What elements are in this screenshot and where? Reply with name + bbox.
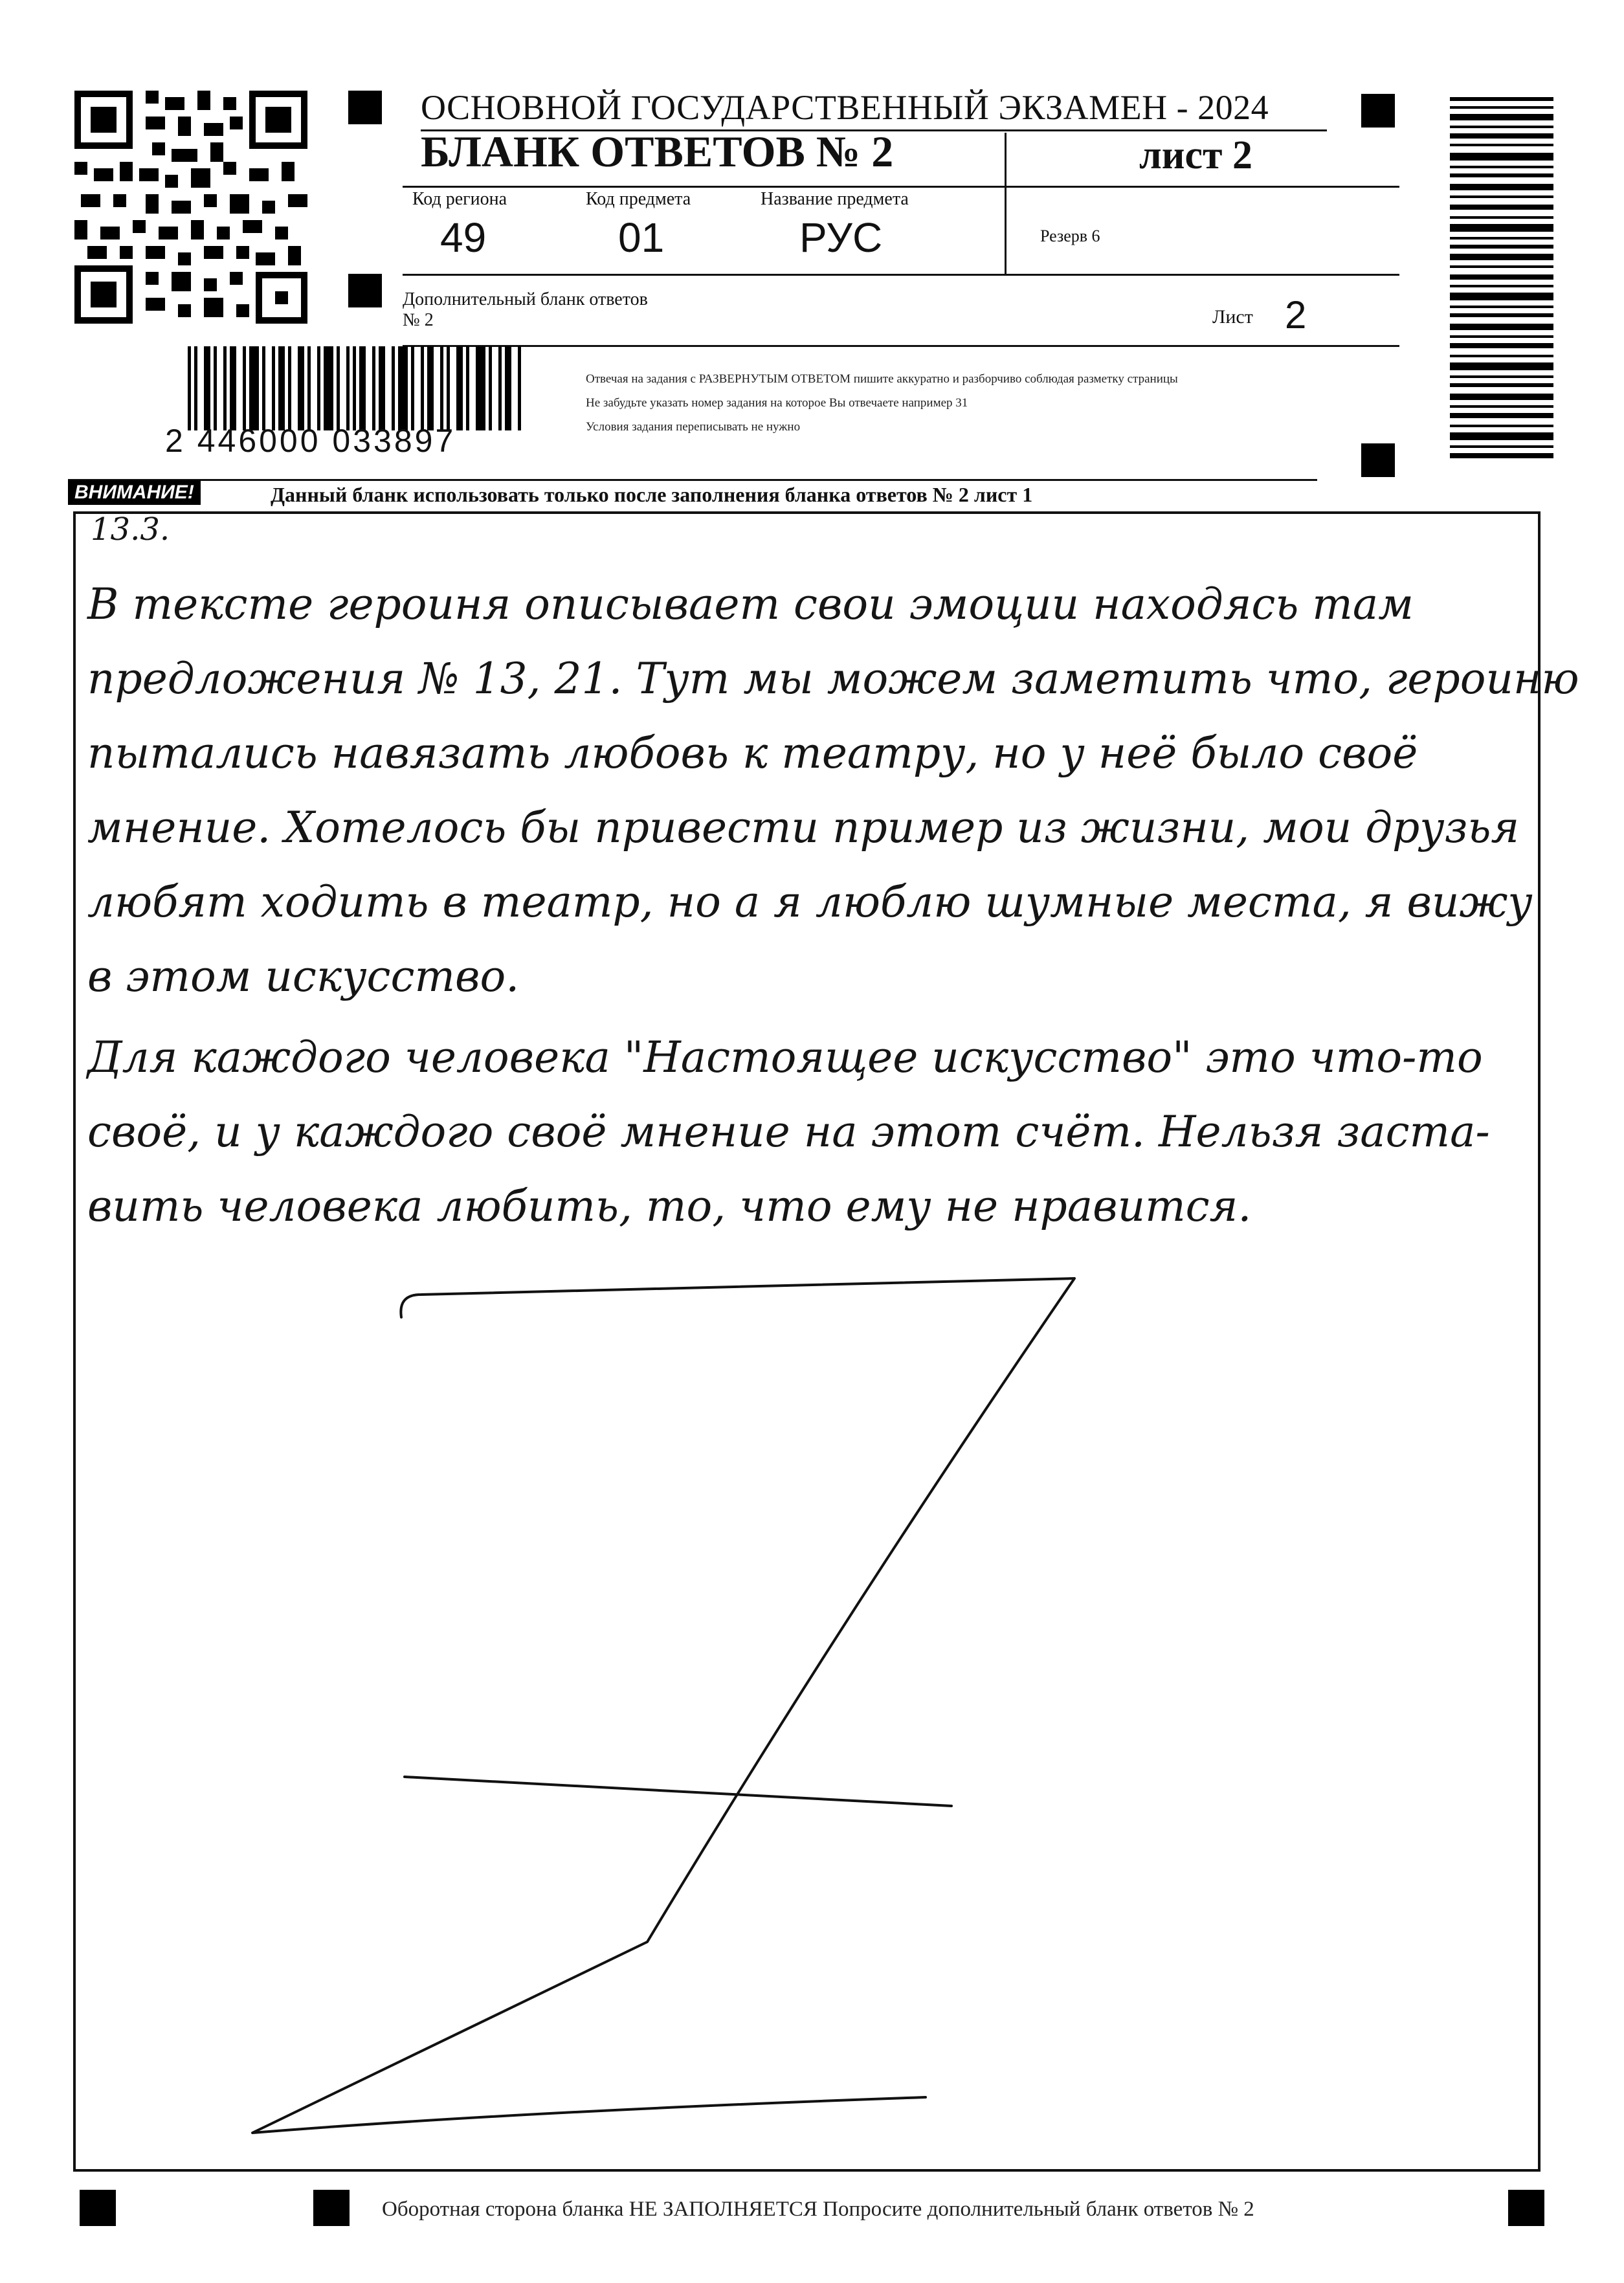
subject-name-value: РУС [799,214,883,261]
answer-line-9: вить человека любить, то, что ему не нравится. [87,1181,1252,1231]
answer-line-5: любят ходить в театр, но а я люблю шумные места, я вижу [87,877,1533,927]
instruction-line-2: Не забудьте указать номер задания на которое Вы отвечаете например 31 [586,396,968,410]
exam-title: ОСНОВНОЙ ГОСУДАРСТВЕННЫЙ ЭКЗАМЕН - 2024 [421,88,1269,127]
answer-line-1: В тексте героиня описывает свои эмоции находясь там [87,579,1414,629]
answer-line-7: Для каждого человека "Настоящее искусство" это что-то [87,1032,1483,1082]
additional-form-label: Дополнительный бланк ответов № 2 [403,289,648,330]
subject-code-value: 01 [618,214,665,261]
task-number: 13.3. [91,511,170,548]
sheet-number-label: Лист [1212,306,1253,328]
barcode-number: 2 446000 033897 [165,423,456,459]
answer-line-2: предложения № 13, 21. Тут мы можем заметить что, героиню [87,654,1579,704]
instruction-line-1: Отвечая на задания с РАЗВЕРНУТЫМ ОТВЕТОМ пишите аккуратно и разборчиво соблюдая разметку страницы [586,372,1178,386]
region-code-label: Код региона [412,189,507,209]
footer-note: Оборотная сторона бланка НЕ ЗАПОЛНЯЕТСЯ Попросите дополнительный бланк ответов № 2 [382,2198,1254,2221]
warning-text: Данный бланк использовать только после заполнения бланка ответов № 2 лист 1 [271,483,1033,506]
sheet-title: лист 2 [1139,133,1252,177]
subject-name-label: Название предмета [761,189,909,209]
reserve-field: Резерв 6 [1040,227,1100,245]
region-code-value: 49 [440,214,487,261]
answer-line-4: мнение. Хотелось бы привести пример из жизни, мои друзья [87,803,1520,852]
answer-line-3: пытались навязать любовь к театру, но у неё было своё [87,728,1418,778]
form-title: БЛАНК ОТВЕТОВ № 2 [421,127,894,176]
answer-line-6: в этом искусство. [87,952,520,1001]
instruction-line-3: Условия задания переписывать не нужно [586,420,801,434]
sheet-number-value: 2 [1285,293,1307,337]
subject-code-label: Код предмета [586,189,691,209]
answer-line-8: своё, и у каждого своё мнение на этот счёт. Нельзя заста- [87,1107,1490,1157]
warning-badge: ВНИМАНИЕ! [68,480,201,505]
